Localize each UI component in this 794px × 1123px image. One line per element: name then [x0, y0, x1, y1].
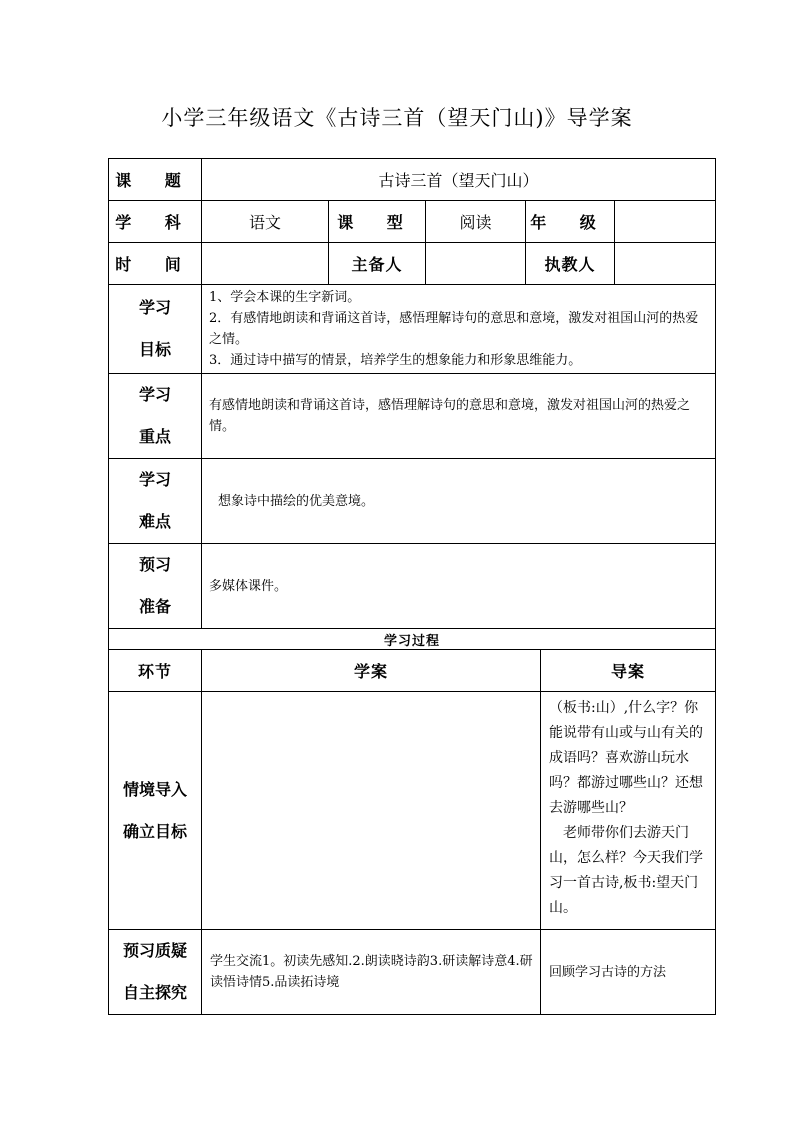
key-points-text: 有感情地朗读和背诵这首诗，感悟理解诗句的意思和意境，激发对祖国山河的热爱之情。 — [202, 374, 716, 459]
preparation-text: 多媒体课件。 — [202, 544, 716, 629]
guide-paragraph: 老师带你们去游天门山，怎么样？今天我们学习一首古诗,板书:望天门山。 — [549, 825, 703, 916]
stage2-study: 学生交流1。初读先感知.2.朗读晓诗韵3.研读解诗意4.研读悟诗情5.品读拓诗境 — [202, 930, 541, 1015]
key-points-label: 学习 重点 — [109, 374, 202, 459]
subject-label: 学 科 — [109, 201, 202, 243]
header-study: 学案 — [202, 650, 541, 692]
goals-label: 学习 目标 — [109, 285, 202, 374]
lesson-type-value: 阅读 — [426, 201, 526, 243]
time-label: 时 间 — [109, 243, 202, 285]
goals-text — [202, 285, 716, 374]
topic-label: 课 题 — [109, 159, 202, 201]
subject-value: 语文 — [202, 201, 329, 243]
stage1-study — [202, 692, 541, 930]
difficulties-text: 想象诗中描绘的优美意境。 — [202, 459, 716, 544]
document-title: 小学三年级语文《古诗三首（望天门山)》导学案 — [161, 106, 633, 130]
grade-label: 年 级 — [526, 201, 615, 243]
teacher-label: 执教人 — [526, 243, 615, 285]
stage2-row — [109, 930, 716, 1015]
key-points-row — [109, 374, 716, 459]
goals-row — [109, 285, 716, 374]
stage1-row — [109, 692, 716, 930]
stage1-label: 情境导入 确立目标 — [109, 692, 202, 930]
lesson-plan-table — [108, 158, 716, 1015]
preparation-label: 预习 准备 — [109, 544, 202, 629]
preparer-label: 主备人 — [329, 243, 426, 285]
guide-paragraph: （板书:山）,什么字？你能说带有山或与山有关的成语吗？喜欢游山玩水吗？都游过哪些山？还想去游哪些山？ — [549, 700, 703, 816]
goal-item: 3．通过诗中描写的情景，培养学生的想象能力和形象思维能力。 — [209, 353, 582, 368]
teacher-value — [615, 243, 716, 285]
topic-value: 古诗三首（望天门山） — [202, 159, 716, 201]
stage2-label: 预习质疑 自主探究 — [109, 930, 202, 1015]
header-stage: 环节 — [109, 650, 202, 692]
stage1-guide — [541, 692, 716, 930]
stage2-guide: 回顾学习古诗的方法 — [541, 930, 716, 1015]
grade-value — [615, 201, 716, 243]
goal-item: 1、学会本课的生字新词。 — [209, 290, 361, 305]
difficulties-row — [109, 459, 716, 544]
process-title: 学习过程 — [109, 629, 716, 650]
preparer-value — [426, 243, 526, 285]
topic-row — [109, 159, 716, 201]
lesson-type-label: 课 型 — [329, 201, 426, 243]
difficulties-label: 学习 难点 — [109, 459, 202, 544]
goal-item: 2．有感情地朗读和背诵这首诗，感悟理解诗句的意思和意境，激发对祖国山河的热爱之情。 — [209, 311, 699, 347]
preparation-row — [109, 544, 716, 629]
process-header-row — [109, 650, 716, 692]
time-row — [109, 243, 716, 285]
subject-row — [109, 201, 716, 243]
process-title-row — [109, 629, 716, 650]
time-value — [202, 243, 329, 285]
header-guide: 导案 — [541, 650, 716, 692]
